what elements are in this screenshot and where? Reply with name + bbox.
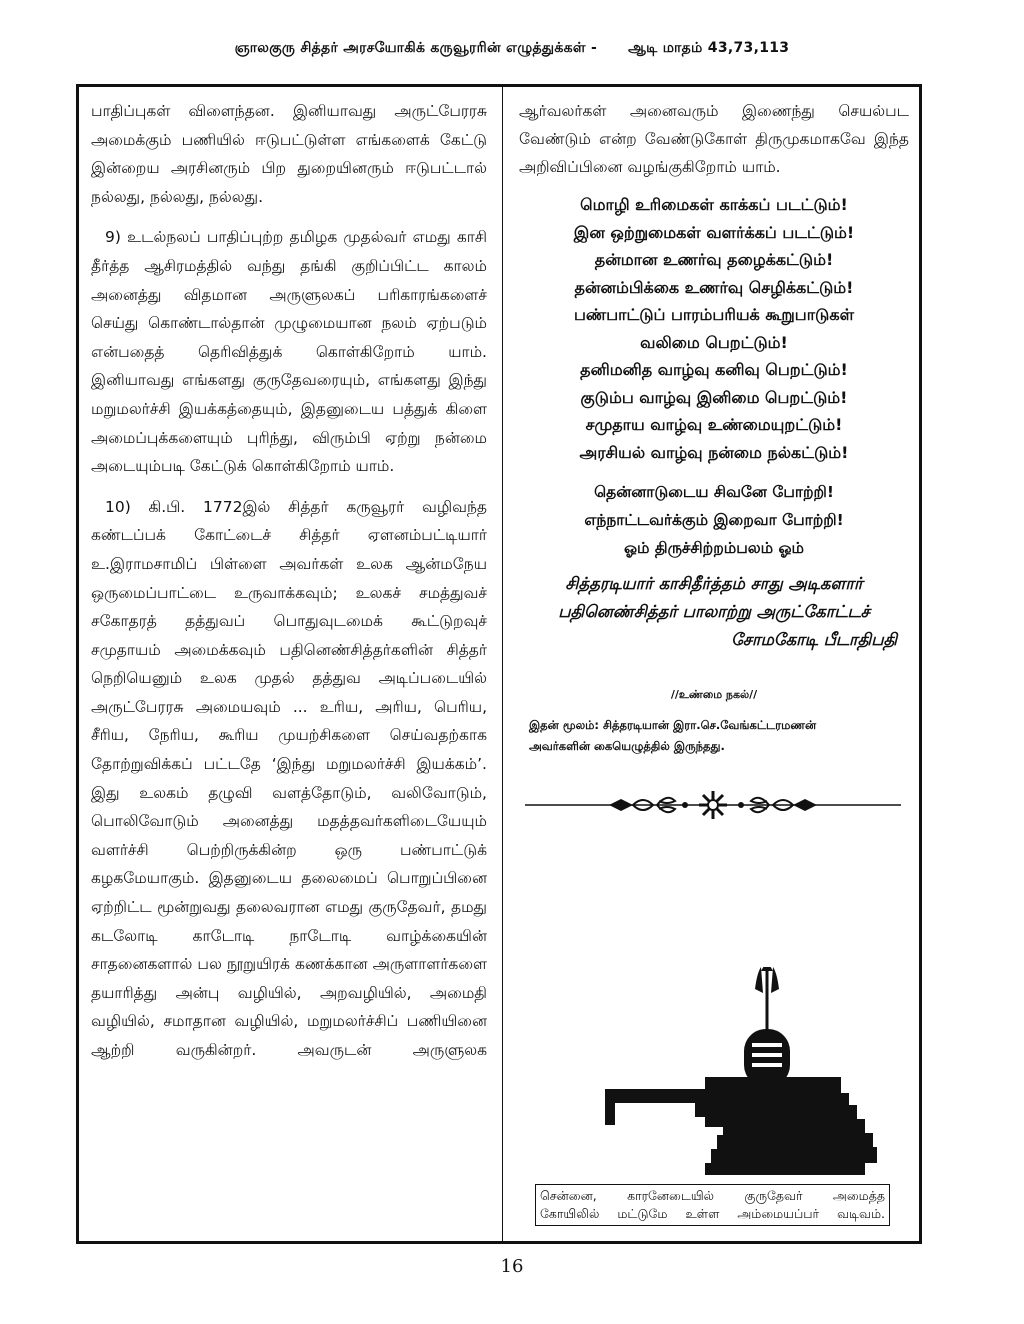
slogan-line: தனிமனித வாழ்வு கனிவு பெறட்டும்! — [580, 360, 848, 379]
announcement-intro: ஆர்வலர்கள் அனைவரும் இணைந்து செயல்பட வேண்டும் என்ற வேண்டுகோள் திருமுகமாகவே இந்த அறிவிப்பினை வழங்குகிறோம் யாம். — [519, 102, 909, 176]
source-line: அவர்களின் கையெழுத்தில் இருந்தது. — [529, 739, 725, 753]
slogan-line: மொழி உரிமைகள் காக்கப் படட்டும்! — [580, 195, 848, 214]
signature-line: சோமகோடி பீடாதிபதி — [731, 630, 897, 649]
caption-line: சென்னை, காரனேடையில் குருதேவர் அமைத்த — [540, 1188, 885, 1203]
slogan-line: தன்னம்பிக்கை உணர்வு செழிக்கட்டும்! — [574, 277, 854, 297]
praise-line: தென்னாடுடைய சிவனே போற்றி! — [594, 483, 834, 501]
caption-line: கோயிலில் மட்டுமே உள்ள அம்மையப்பர் வடிவம். — [540, 1206, 885, 1221]
praise-lines — [519, 478, 909, 562]
slogan-line: இன ஒற்றுமைகள் வளர்க்கப் படட்டும்! — [573, 222, 855, 242]
page-frame — [76, 84, 922, 1244]
slogan-line: அரசியல் வாழ்வு நன்மை நல்கட்டும்! — [579, 442, 849, 462]
slogan-line: பண்பாட்டுப் பாரம்பரியக் கூறுபாடுகள் — [573, 305, 854, 324]
right-column — [519, 97, 909, 757]
source-line: இதன் மூலம்: சித்தரடியான் இரா.செ.வேங்கட்டரமணன் — [529, 718, 817, 732]
header-title: ஞாலகுரு சித்தர் அரசயோகிக் கருவூரரின் எழுத்துக்கள் - — [234, 40, 598, 56]
signature-line: பதினெண்சித்தர் பாலாற்று அருட்கோட்டச் — [558, 602, 870, 621]
running-header — [80, 40, 944, 58]
praise-line: ஓம் திருச்சிற்றம்பலம் ஓம் — [624, 539, 804, 557]
image-caption — [535, 1184, 890, 1226]
paragraph-continuation: பாதிப்புகள் விளைந்தன. இனியாவது அருட்பேரரசு அமைக்கும் பணியில் ஈடுபட்டுள்ள எங்களைக் கேட்டு இன்றைய அரசினரும் பிற துறையினரும் ஈடுபட்டால் நல்லது, நல்லது, நல்லது. — [91, 102, 487, 206]
column-divider — [502, 87, 503, 1241]
slogan-line: தன்மான உணர்வு தழைக்கட்டும்! — [594, 250, 834, 269]
source-note — [519, 715, 909, 757]
page-number: 16 — [500, 1256, 524, 1277]
slogan-list — [519, 191, 909, 466]
header-month: ஆடி மாதம் 43,73,113 — [628, 40, 790, 56]
slogan-line: வலிமை பெறட்டும்! — [640, 332, 788, 352]
signature-block — [519, 570, 909, 654]
paragraph-item-9: 9) உடல்நலப் பாதிப்புற்ற தமிழக முதல்வர் எமது காசி தீர்த்த ஆசிரமத்தில் வந்து தங்கி குறிப்பிட்ட காலம் அனைத்து விதமான அருளுலகப் பரிகாரங்களைச் செய்து கொண்டால்தான் முழுமையான நலம் ஏற்படும் என்பதைத் தெரிவித்துக் கொள்கிறோம் யாம். இனியாவது எங்களது குருதேவரையும், எங்களது இந்து மறுமலர்ச்சி இயக்கத்தையும், இதனுடைய பத்துக் கிளை அமைப்புக்களையும் புரிந்து, விரும்பி ஏற்று நன்மை அடையும்படி கேட்டுக் கொள்கிறோம் யாம். — [91, 228, 487, 476]
praise-line: எந்நாட்டவர்க்கும் இறைவா போற்றி! — [584, 511, 844, 529]
slogan-line: குடும்ப வாழ்வு இனிமை பெறட்டும்! — [580, 387, 848, 407]
ornament-divider — [525, 787, 901, 823]
true-copy-note: //உண்மை நகல்// — [670, 688, 758, 701]
slogan-line: சமுதாய வாழ்வு உண்மையுறட்டும்! — [585, 415, 843, 434]
left-column — [91, 97, 487, 1077]
signature-line: சித்தரடியார் காசிதீர்த்தம் சாது அடிகளார் — [565, 574, 863, 593]
paragraph-item-10: 10) கி.பி. 1772இல் சித்தர் கருவூரர் வழிவந்த கண்டப்பக் கோட்டைச் சித்தர் ஏளனம்பட்டியார் உ.இராமசாமிப் பிள்ளை அவர்கள் உலக ஆன்மநேய ஒருமைப்பாட்டை உருவாக்கவும்; உலகச் சமத்துவச் சகோதரத் தத்துவப் பொதுவுடமைக் கூட்டுறவுச் சமுதாயம் அமைக்கவும் பதினெண்சித்தர்களின் சித்தர் நெறியெனும் உலக முதல் தத்துவ அடிப்படையில் அருட்பேரரசு அமையவும் ... உரிய, அரிய, பெரிய, சீரிய, நேரிய, கூரிய முயற்சிகளை செய்வதற்காக தோற்றுவிக்கப் பட்டதே ‘இந்து மறுமலர்ச்சி இயக்கம்’. இது உலகம் தழுவி வளத்தோடும், வலிவோடும், பொலிவோடும் அனைத்து மதத்தவர்களிடையேயும் வளர்ச்சி பெற்றிருக்கின்ற ஒரு பண்பாட்டுக் கழகமேயாகும். இதனுடைய தலைமைப் பொறுப்பினை ஏற்றிட்ட மூன்றுவது தலைவரான எமது குருதேவர், தமது கடலோடி காடோடி நாடோடி வாழ்க்கையின் சாதனைகளால் பல நூறுயிரக் கணக்கான அருளாளர்களை தயாரித்து அன்பு வழியில், அறவழியில், அமைதி வழியில், சமாதான வழியில், மறுமலர்ச்சிப் பணியினை ஆற்றி வருகின்றர். அவருடன் அருளுலக — [91, 497, 487, 1059]
